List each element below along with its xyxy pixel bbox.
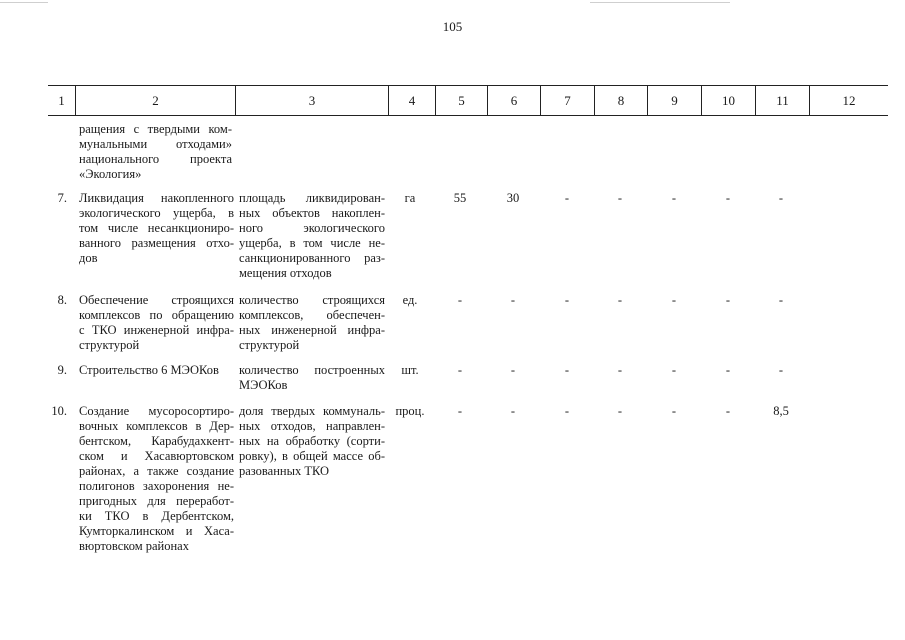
- header-col-1: 1: [58, 93, 65, 108]
- value-col-7: -: [564, 191, 570, 205]
- continuation-event-text: ращения с твердыми ком- мунальными отходами» национального проекта «Экология»: [79, 122, 232, 181]
- header-col-7: 7: [540, 86, 594, 115]
- value-col-10: -: [725, 404, 731, 418]
- unit: га: [404, 191, 416, 205]
- value-col-8: -: [617, 363, 623, 377]
- indicator-name: площадь ликвидирован- ных объектов накоплен- ного экологического ущерба, в том числе не- санкционированного раз- мещения отходов: [239, 191, 385, 280]
- indicator-name: доля твердых коммуналь- ных отходов, направлен- ных на обработку (сорти- ровку), в общей массе об- разованных ТКО: [239, 404, 385, 478]
- value-col-11: -: [778, 191, 784, 205]
- page-number: 105: [442, 19, 463, 34]
- row-number: 9.: [57, 363, 67, 377]
- value-col-5: -: [457, 293, 463, 307]
- value-col-7: -: [564, 404, 570, 418]
- event-name: Строительство 6 МЭОКов: [79, 363, 219, 377]
- header-col-8: 8: [594, 86, 647, 115]
- row-number: 10.: [51, 404, 67, 418]
- value-col-6: -: [510, 363, 516, 377]
- value-col-8: -: [617, 404, 623, 418]
- value-col-5: 55: [453, 191, 467, 205]
- unit: ед.: [402, 293, 418, 307]
- scan-mark: [0, 2, 48, 3]
- event-name: Обеспечение строящихся комплексов по обращению с ТКО инженерной инфра- структурой: [79, 293, 234, 352]
- value-col-5: -: [457, 404, 463, 418]
- header-col-4: 4: [388, 86, 435, 115]
- row-number: 7.: [57, 191, 67, 205]
- header-col-3: 3: [235, 86, 388, 115]
- event-name: Создание мусоросортиро- вочных комплексов в Дер- бентском, Карабудахкент- ском и Хасавюртовском районах, а также создание полигонов захоронения не- пригодных для переработ- ки ТКО в Дербентском, Кумторкалинском и Хаса- вюртовском районах: [79, 404, 234, 553]
- value-col-7: -: [564, 363, 570, 377]
- header-col-6: 6: [487, 86, 540, 115]
- table-header: [48, 85, 888, 116]
- indicator-name: количество построенных МЭОКов: [239, 363, 385, 392]
- value-col-6: 30: [506, 191, 520, 205]
- row-number: 8.: [57, 293, 67, 307]
- header-col-10: 10: [701, 86, 755, 115]
- scan-mark: [590, 2, 730, 3]
- indicator-name: количество строящихся комплексов, обеспечен- ных инженерной инфра- структурой: [239, 293, 385, 352]
- value-col-8: -: [617, 293, 623, 307]
- value-col-5: -: [457, 363, 463, 377]
- value-col-9: -: [671, 293, 677, 307]
- event-name: Ликвидация накопленного экологического ущерба, в том числе несанкциониро- ванного размещения отхо- дов: [79, 191, 234, 265]
- value-col-6: -: [510, 293, 516, 307]
- value-col-9: -: [671, 191, 677, 205]
- header-col-12: 12: [809, 86, 888, 115]
- value-col-6: -: [510, 404, 516, 418]
- value-col-9: -: [671, 363, 677, 377]
- unit: проц.: [395, 404, 425, 418]
- header-col-5: 5: [435, 86, 487, 115]
- unit: шт.: [401, 363, 419, 377]
- value-col-10: -: [725, 363, 731, 377]
- value-col-7: -: [564, 293, 570, 307]
- header-col-2: 2: [75, 86, 235, 115]
- value-col-8: -: [617, 191, 623, 205]
- value-col-10: -: [725, 191, 731, 205]
- value-col-10: -: [725, 293, 731, 307]
- value-col-11: -: [778, 293, 784, 307]
- value-col-11: 8,5: [773, 404, 789, 418]
- header-col-9: 9: [647, 86, 701, 115]
- header-col-11: 11: [755, 86, 809, 115]
- value-col-11: -: [778, 363, 784, 377]
- value-col-9: -: [671, 404, 677, 418]
